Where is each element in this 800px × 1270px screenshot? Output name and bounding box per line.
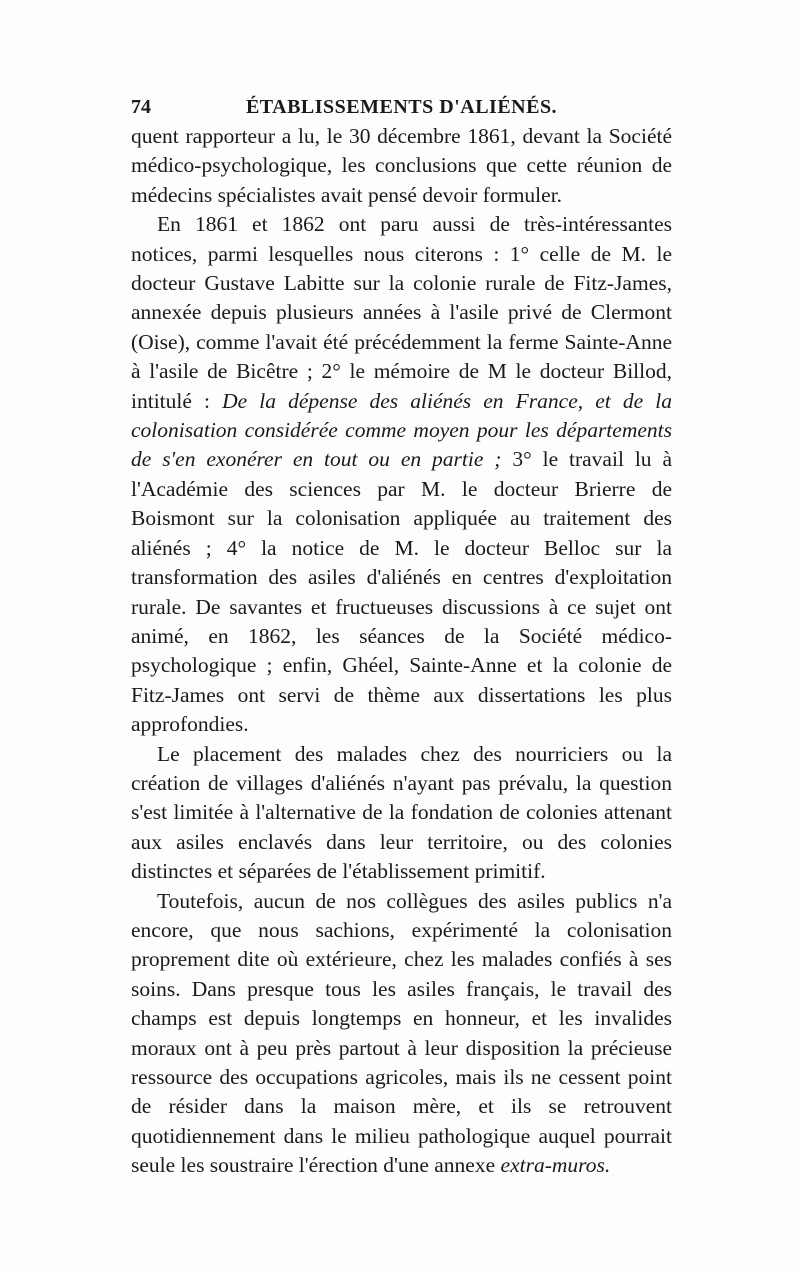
paragraph-1: quent rapporteur a lu, le 30 décembre 1861, devant la Société médico-psychologique, les conclusions que cette réunion de médecins spécialistes avait pensé devoir formuler. — [131, 124, 672, 207]
paragraph-2 — [131, 210, 672, 739]
running-title: ÉTABLISSEMENTS D'ALIÉNÉS. — [245, 96, 558, 118]
paragraph-2-text-continued: 3° le travail lu à l'Académie des sciences par M. le docteur Brierre de Boismont sur la colonisation appliquée au traitement des aliénés ; 4° la notice de M. le docteur Belloc sur la transformation des asiles d'aliénés en centres d'exploitation rurale. De savantes et fructueuses discussions à ce sujet ont animé, en 1862, les séances de la Société médico-psychologique ; enfin, Ghéel, Sainte-Anne et la colonie de Fitz-James ont servi de thème aux dissertations les plus approfondies. — [131, 447, 672, 737]
paragraph-4-text: Toutefois, aucun de nos collègues des asiles publics n'a encore, que nous sachions, expérimenté la colonisation proprement dite où extérieure, chez les malades confiés à ses soins. Dans presque tous les asiles français, le travail des champs est depuis longtemps en honneur, et les invalides moraux ont à peu près partout à leur disposition la précieuse ressource des occupations agricoles, mais ils ne cessent point de résider dans la maison mère, et ils se retrouvent quotidiennement dans le milieu pathologique auquel pourrait seule les soustraire l'érection d'une annexe — [131, 888, 672, 1178]
paragraph-2-italic-title: De la dépense des aliénés en France, et de la colonisation considérée comme moyen pour les départements de s'en exonérer en tout ou en partie ; — [131, 388, 672, 472]
body-text — [131, 122, 672, 1181]
paragraph-4-italic-phrase: extra-muros. — [500, 1153, 611, 1178]
paragraph-4 — [131, 887, 672, 1181]
page-number: 74 — [131, 96, 151, 118]
paragraph-3: Le placement des malades chez des nourriciers ou la création de villages d'aliénés n'ayant pas prévalu, la question s'est limitée à l'alternative de la fondation de colonies attenant aux asiles enclavés dans leur territoire, ou des colonies distinctes et séparées de l'établissement primitif. — [131, 741, 672, 884]
paragraph-2-text: En 1861 et 1862 ont paru aussi de très-intéressantes notices, parmi lesquelles nous citerons : 1° celle de M. le docteur Gustave Labitte sur la colonie rurale de Fitz-James, annexée depuis plusieurs années à l'asile privé de Clermont (Oise), comme l'avait été précédemment la ferme Sainte-Anne à l'asile de Bicêtre ; 2° le mémoire de M le docteur Billod, intitulé : — [131, 212, 672, 413]
page-header — [131, 92, 672, 122]
